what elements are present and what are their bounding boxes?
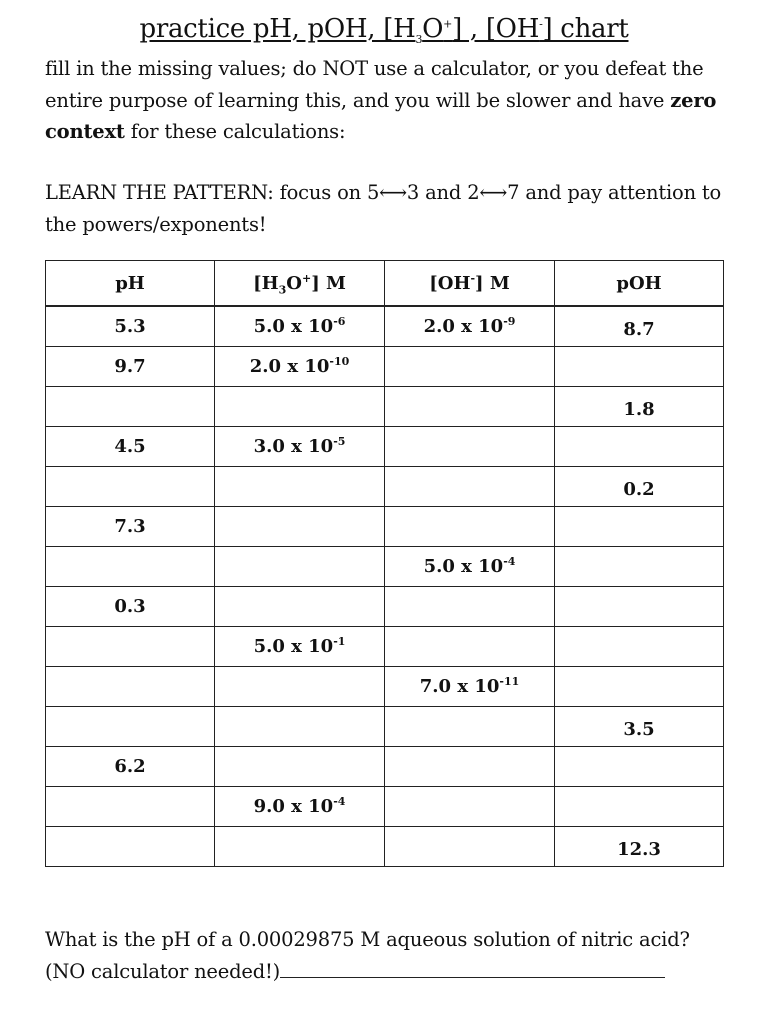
cell-poh[interactable]: 0.2 — [555, 466, 724, 506]
cell-oh[interactable] — [385, 506, 555, 546]
table-row — [46, 626, 724, 666]
cell-ph[interactable]: 9.7 — [46, 346, 215, 386]
header-ph: pH — [46, 261, 215, 307]
cell-ph[interactable] — [46, 626, 215, 666]
cell-poh[interactable] — [555, 506, 724, 546]
cell-poh[interactable] — [555, 546, 724, 586]
cell-h3o[interactable] — [215, 506, 385, 546]
cell-h3o[interactable] — [215, 706, 385, 746]
table-row — [46, 746, 724, 786]
cell-oh[interactable]: 7.0 x $10^{-11}$ — [385, 666, 555, 706]
cell-h3o[interactable]: 9.0 x $10^{-4}$ — [215, 786, 385, 826]
cell-oh[interactable] — [385, 346, 555, 386]
cell-poh[interactable] — [555, 426, 724, 466]
cell-poh[interactable]: 8.7 — [555, 306, 724, 346]
table-row — [46, 786, 724, 826]
cell-h3o[interactable] — [215, 746, 385, 786]
cell-ph[interactable] — [46, 466, 215, 506]
cell-poh[interactable]: 12.3 — [555, 826, 724, 866]
cell-oh[interactable] — [385, 706, 555, 746]
table-row — [46, 346, 724, 386]
cell-poh[interactable] — [555, 666, 724, 706]
instructions: fill in the missing values; do NOT use a calculator, or you defeat the entire purpose of learning this, and you will be slower and have zero context for these calculations: — [45, 57, 717, 143]
cell-ph[interactable] — [46, 546, 215, 586]
table-row — [46, 546, 724, 586]
cell-oh[interactable] — [385, 466, 555, 506]
cell-poh[interactable]: 1.8 — [555, 386, 724, 426]
pattern-hint: LEARN THE PATTERN: focus on 5⟷3 and 2⟷7 and pay attention to the powers/exponents! — [45, 181, 722, 236]
answer-blank[interactable] — [280, 957, 665, 978]
cell-ph[interactable] — [46, 706, 215, 746]
cell-poh[interactable] — [555, 586, 724, 626]
cell-oh[interactable]: 2.0 x $10^{-9}$ — [385, 306, 555, 346]
cell-poh[interactable] — [555, 626, 724, 666]
cell-h3o[interactable]: 5.0 x $10^{-1}$ — [215, 626, 385, 666]
cell-oh[interactable]: 5.0 x $10^{-4}$ — [385, 546, 555, 586]
emphasis-zero-context: zero context — [45, 88, 717, 143]
table-row — [46, 386, 724, 426]
question-line-2: (NO calculator needed!) — [45, 959, 281, 983]
cell-oh[interactable] — [385, 626, 555, 666]
header-oh: [OH-] M — [385, 261, 555, 307]
cell-ph[interactable] — [46, 786, 215, 826]
table-row — [46, 466, 724, 506]
cell-poh[interactable]: 3.5 — [555, 706, 724, 746]
header-h3o: $[H_3O^+]$ M — [215, 261, 385, 307]
cell-poh[interactable] — [555, 786, 724, 826]
cell-ph[interactable]: 7.3 — [46, 506, 215, 546]
cell-ph[interactable] — [46, 826, 215, 866]
cell-ph[interactable]: 0.3 — [46, 586, 215, 626]
cell-h3o[interactable] — [215, 586, 385, 626]
table-row — [46, 506, 724, 546]
cell-ph[interactable] — [46, 386, 215, 426]
cell-h3o[interactable] — [215, 666, 385, 706]
cell-h3o[interactable]: 3.0 x $10^{-5}$ — [215, 426, 385, 466]
table-row — [46, 666, 724, 706]
question — [45, 924, 735, 987]
cell-oh[interactable] — [385, 586, 555, 626]
table-row — [46, 586, 724, 626]
cell-ph[interactable]: 6.2 — [46, 746, 215, 786]
cell-oh[interactable] — [385, 826, 555, 866]
cell-poh[interactable] — [555, 746, 724, 786]
cell-ph[interactable]: 5.3 — [46, 306, 215, 346]
cell-poh[interactable] — [555, 346, 724, 386]
table-row — [46, 706, 724, 746]
cell-h3o[interactable] — [215, 466, 385, 506]
question-line-1: What is the pH of a 0.00029875 M aqueous solution of nitric acid? — [45, 928, 690, 951]
cell-h3o[interactable] — [215, 386, 385, 426]
cell-oh[interactable] — [385, 386, 555, 426]
cell-ph[interactable] — [46, 666, 215, 706]
cell-ph[interactable]: 4.5 — [46, 426, 215, 466]
cell-oh[interactable] — [385, 786, 555, 826]
cell-oh[interactable] — [385, 746, 555, 786]
cell-h3o[interactable]: 2.0 x $10^{-10}$ — [215, 346, 385, 386]
cell-oh[interactable] — [385, 426, 555, 466]
table-row — [46, 826, 724, 866]
table-row — [46, 426, 724, 466]
page-title: practice pH, pOH, $[H_3O^+]$ , [OH-] chart — [139, 14, 629, 47]
cell-h3o[interactable] — [215, 546, 385, 586]
cell-h3o[interactable]: 5.0 x $10^{-6}$ — [215, 306, 385, 346]
ph-chart-table — [45, 260, 724, 867]
header-poh: pOH — [555, 261, 724, 307]
table-row — [46, 306, 724, 346]
cell-h3o[interactable] — [215, 826, 385, 866]
